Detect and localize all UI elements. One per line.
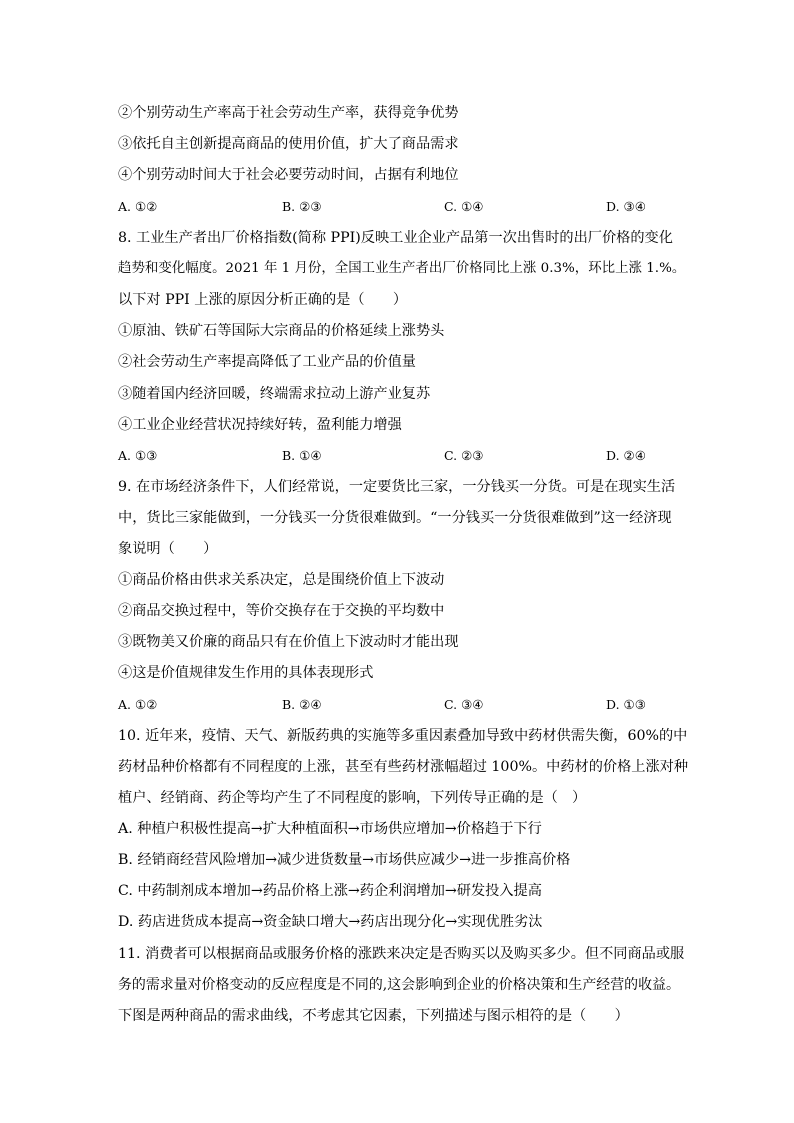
q10-stem-line-1: 10. 近年来，疫情、天气、新版药典的实施等多重因素叠加导致中药材供需失衡，60%的中 (118, 728, 688, 744)
q8-item-3: ③随着国内经济回暖，终端需求拉动上游产业复苏 (118, 386, 431, 402)
q7-option-a[interactable]: A. ①② (118, 199, 158, 214)
q8-item-2: ②社会劳动生产率提高降低了工业产品的价值量 (118, 354, 416, 370)
q7-item-4: ④个别劳动时间大于社会必要劳动时间，占据有利地位 (118, 167, 459, 183)
q8-stem-line-2: 趋势和变化幅度。2021 年 1 月份，全国工业生产者出厂价格同比上涨 0.3%，环比上涨 1.%。 (118, 261, 686, 276)
q9-item-4: ④这是价值规律发生作用的具体表现形式 (118, 665, 374, 681)
q9-stem-line-1: 9. 在市场经济条件下，人们经常说，一定要货比三家，一分钱买一分货。可是在现实生活 (118, 479, 676, 495)
q8-option-c[interactable]: C. ②③ (444, 448, 484, 463)
q9-option-c[interactable]: C. ③④ (444, 697, 484, 712)
q8-stem-line-1: 8. 工业生产者出厂价格指数(简称 PPI)反映工业企业产品第一次出售时的出厂价格的变化 (118, 230, 673, 246)
q8-item-1: ①原油、铁矿石等国际大宗商品的价格延续上涨势头 (118, 323, 445, 339)
q11-stem-line-2: 务的需求量对价格变动的反应程度是不同的,这会影响到企业的价格决策和生产经营的收益。 (118, 977, 680, 993)
q8-stem-line-3: 以下对 PPI 上涨的原因分析正确的是（ ） (118, 292, 408, 308)
q9-item-2: ②商品交换过程中，等价交换存在于交换的平均数中 (118, 603, 445, 619)
q9-stem-line-3: 象说明（ ） (118, 541, 218, 557)
q9-item-1: ①商品价格由供求关系决定，总是围绕价值上下波动 (118, 572, 445, 588)
q9-stem-line-2: 中，货比三家能做到，一分钱买一分货很难做到。“一分钱买一分货很难做到”这一经济现 (118, 510, 672, 526)
q7-item-3: ③依托自主创新提高商品的使用价值，扩大了商品需求 (118, 136, 459, 152)
q9-option-b[interactable]: B. ②④ (282, 697, 322, 712)
q10-choice-b[interactable]: B. 经销商经营风险增加→减少进货数量→市场供应减少→进一步推高价格 (118, 852, 571, 868)
q10-choice-c[interactable]: C. 中药制剂成本增加→药品价格上涨→药企利润增加→研发投入提高 (118, 883, 542, 899)
q9-option-a[interactable]: A. ①② (118, 697, 158, 712)
q11-stem-line-3: 下图是两种商品的需求曲线，不考虑其它因素，下列描述与图示相符的是（ ） (118, 1008, 629, 1024)
q9-options (118, 695, 678, 715)
q10-stem-line-3: 植户、经销商、药企等均产生了不同程度的影响，下列传导正确的是（ ） (118, 790, 587, 806)
q10-choice-a[interactable]: A. 种植户积极性提高→扩大种植面积→市场供应增加→价格趋于下行 (118, 821, 542, 837)
q8-options (118, 446, 678, 466)
q7-item-2: ②个别劳动生产率高于社会劳动生产率，获得竞争优势 (118, 105, 459, 121)
q11-stem-line-1: 11. 消费者可以根据商品或服务价格的涨跌来决定是否购买以及购买多少。但不同商品或服 (118, 946, 685, 962)
q10-choice-d[interactable]: D. 药店进货成本提高→资金缺口增大→药店出现分化→实现优胜劣汰 (118, 914, 543, 930)
q8-option-d[interactable]: D. ②④ (606, 448, 646, 463)
q7-options (118, 197, 678, 217)
q8-option-a[interactable]: A. ①③ (118, 448, 158, 463)
q7-option-c[interactable]: C. ①④ (444, 199, 484, 214)
q9-option-d[interactable]: D. ①③ (606, 697, 646, 712)
q7-option-d[interactable]: D. ③④ (606, 199, 646, 214)
q10-stem-line-2: 药材品种价格都有不同程度的上涨，甚至有些药材涨幅超过 100%。中药材的价格上涨对种 (118, 759, 689, 775)
q8-item-4: ④工业企业经营状况持续好转，盈利能力增强 (118, 417, 402, 433)
q8-option-b[interactable]: B. ①④ (282, 448, 322, 463)
q7-option-b[interactable]: B. ②③ (282, 199, 322, 214)
q9-item-3: ③既物美又价廉的商品只有在价值上下波动时才能出现 (118, 634, 459, 650)
